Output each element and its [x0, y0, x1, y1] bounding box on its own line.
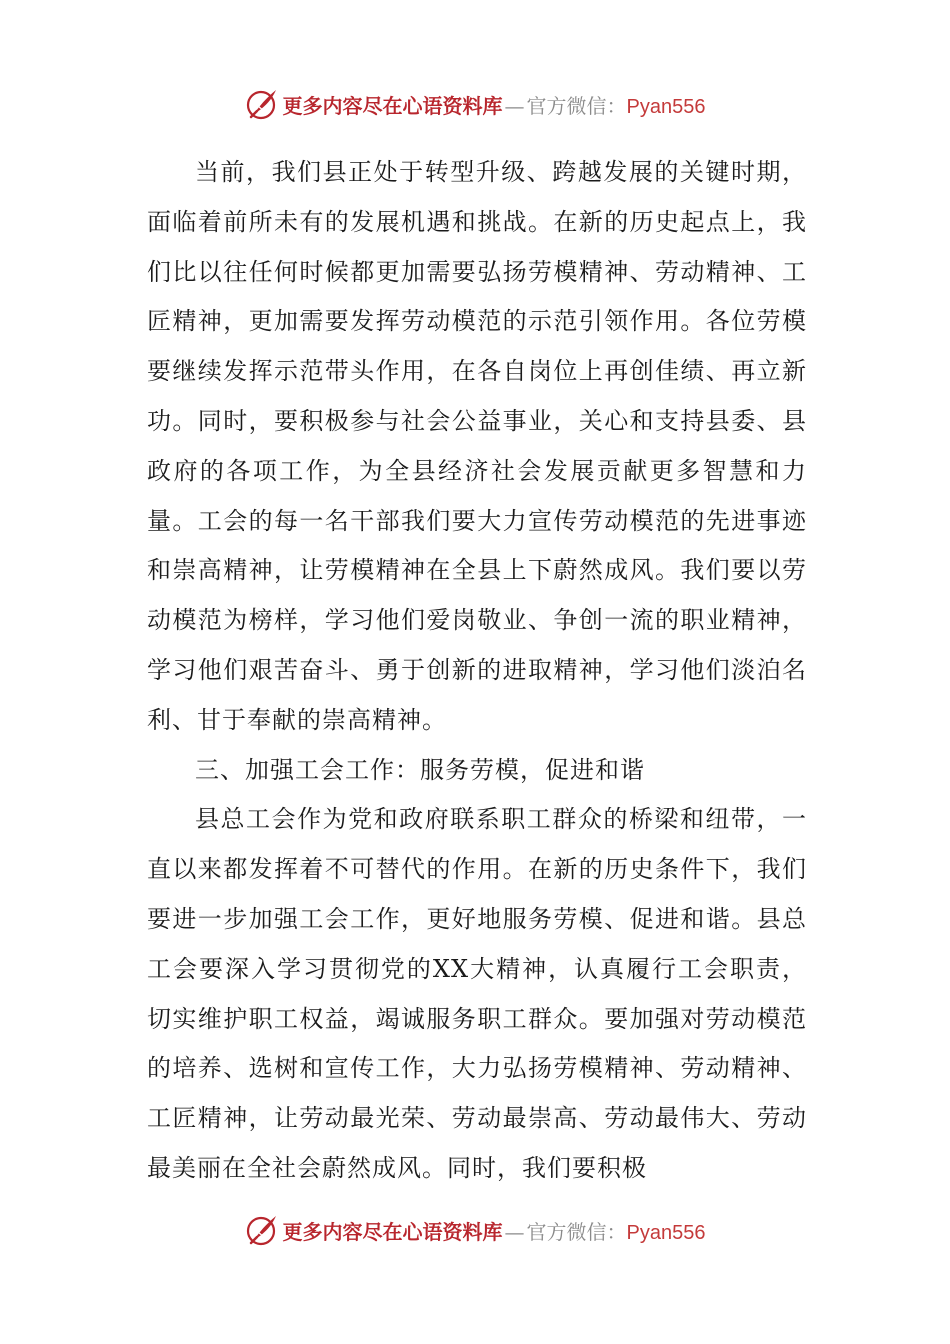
banner-wechat-label: 官方微信：: [526, 1219, 627, 1244]
banner-dash: —: [504, 93, 525, 118]
footer-watermark-banner: [0, 1208, 950, 1252]
banner-lead: 更多内容尽在心语资料库: [282, 93, 503, 118]
quill-pen-logo-icon: [245, 87, 279, 121]
banner-text: [283, 90, 706, 119]
banner-dash: —: [504, 1219, 525, 1244]
section-heading-3: 三、加强工会工作：服务劳模，促进和谐: [195, 755, 645, 784]
banner-wechat-id: Pyan556: [626, 95, 706, 118]
paragraph-labor-models: 当前，我们县正处于转型升级、跨越发展的关键时期，面临着前所未有的发展机遇和挑战。在新的历史起点上，我们比以往任何时候都更加需要弘扬劳模精神、劳动精神、工匠精神，更加需要发挥劳动模范的示范引领作用。各位劳模要继续发挥示范带头作用，在各自岗位上再创佳绩、再立新功。同时，要积极参与社会公益事业，关心和支持县委、县政府的各项工作，为全县经济社会发展贡献更多智慧和力量。工会的每一名干部我们要大力宣传劳动模范的先进事迹和崇高精神，让劳模精神在全县上下蔚然成风。我们要以劳动模范为榜样，学习他们爱岗敬业、争创一流的职业精神，学习他们艰苦奋斗、勇于创新的进取精神，学习他们淡泊名利、甘于奉献的崇高精神。: [147, 158, 807, 734]
banner-lead: 更多内容尽在心语资料库: [282, 1219, 503, 1244]
document-body: [147, 148, 807, 1194]
header-watermark-banner: [0, 82, 950, 126]
banner-text: [283, 1216, 706, 1245]
banner-wechat-label: 官方微信：: [526, 93, 627, 118]
paragraph-union-work: 县总工会作为党和政府联系职工群众的桥梁和纽带，一直以来都发挥着不可替代的作用。在新的历史条件下，我们要进一步加强工会工作，更好地服务劳模、促进和谐。县总工会要深入学习贯彻党的XX大精神，认真履行工会职责，切实维护职工权益，竭诚服务职工群众。要加强对劳动模范的培养、选树和宣传工作，大力弘扬劳模精神、劳动精神、工匠精神，让劳动最光荣、劳动最崇高、劳动最伟大、劳动最美丽在全社会蔚然成风。同时，我们要积极: [147, 805, 807, 1182]
quill-pen-logo-icon: [245, 1213, 279, 1247]
banner-wechat-id: Pyan556: [626, 1221, 706, 1244]
